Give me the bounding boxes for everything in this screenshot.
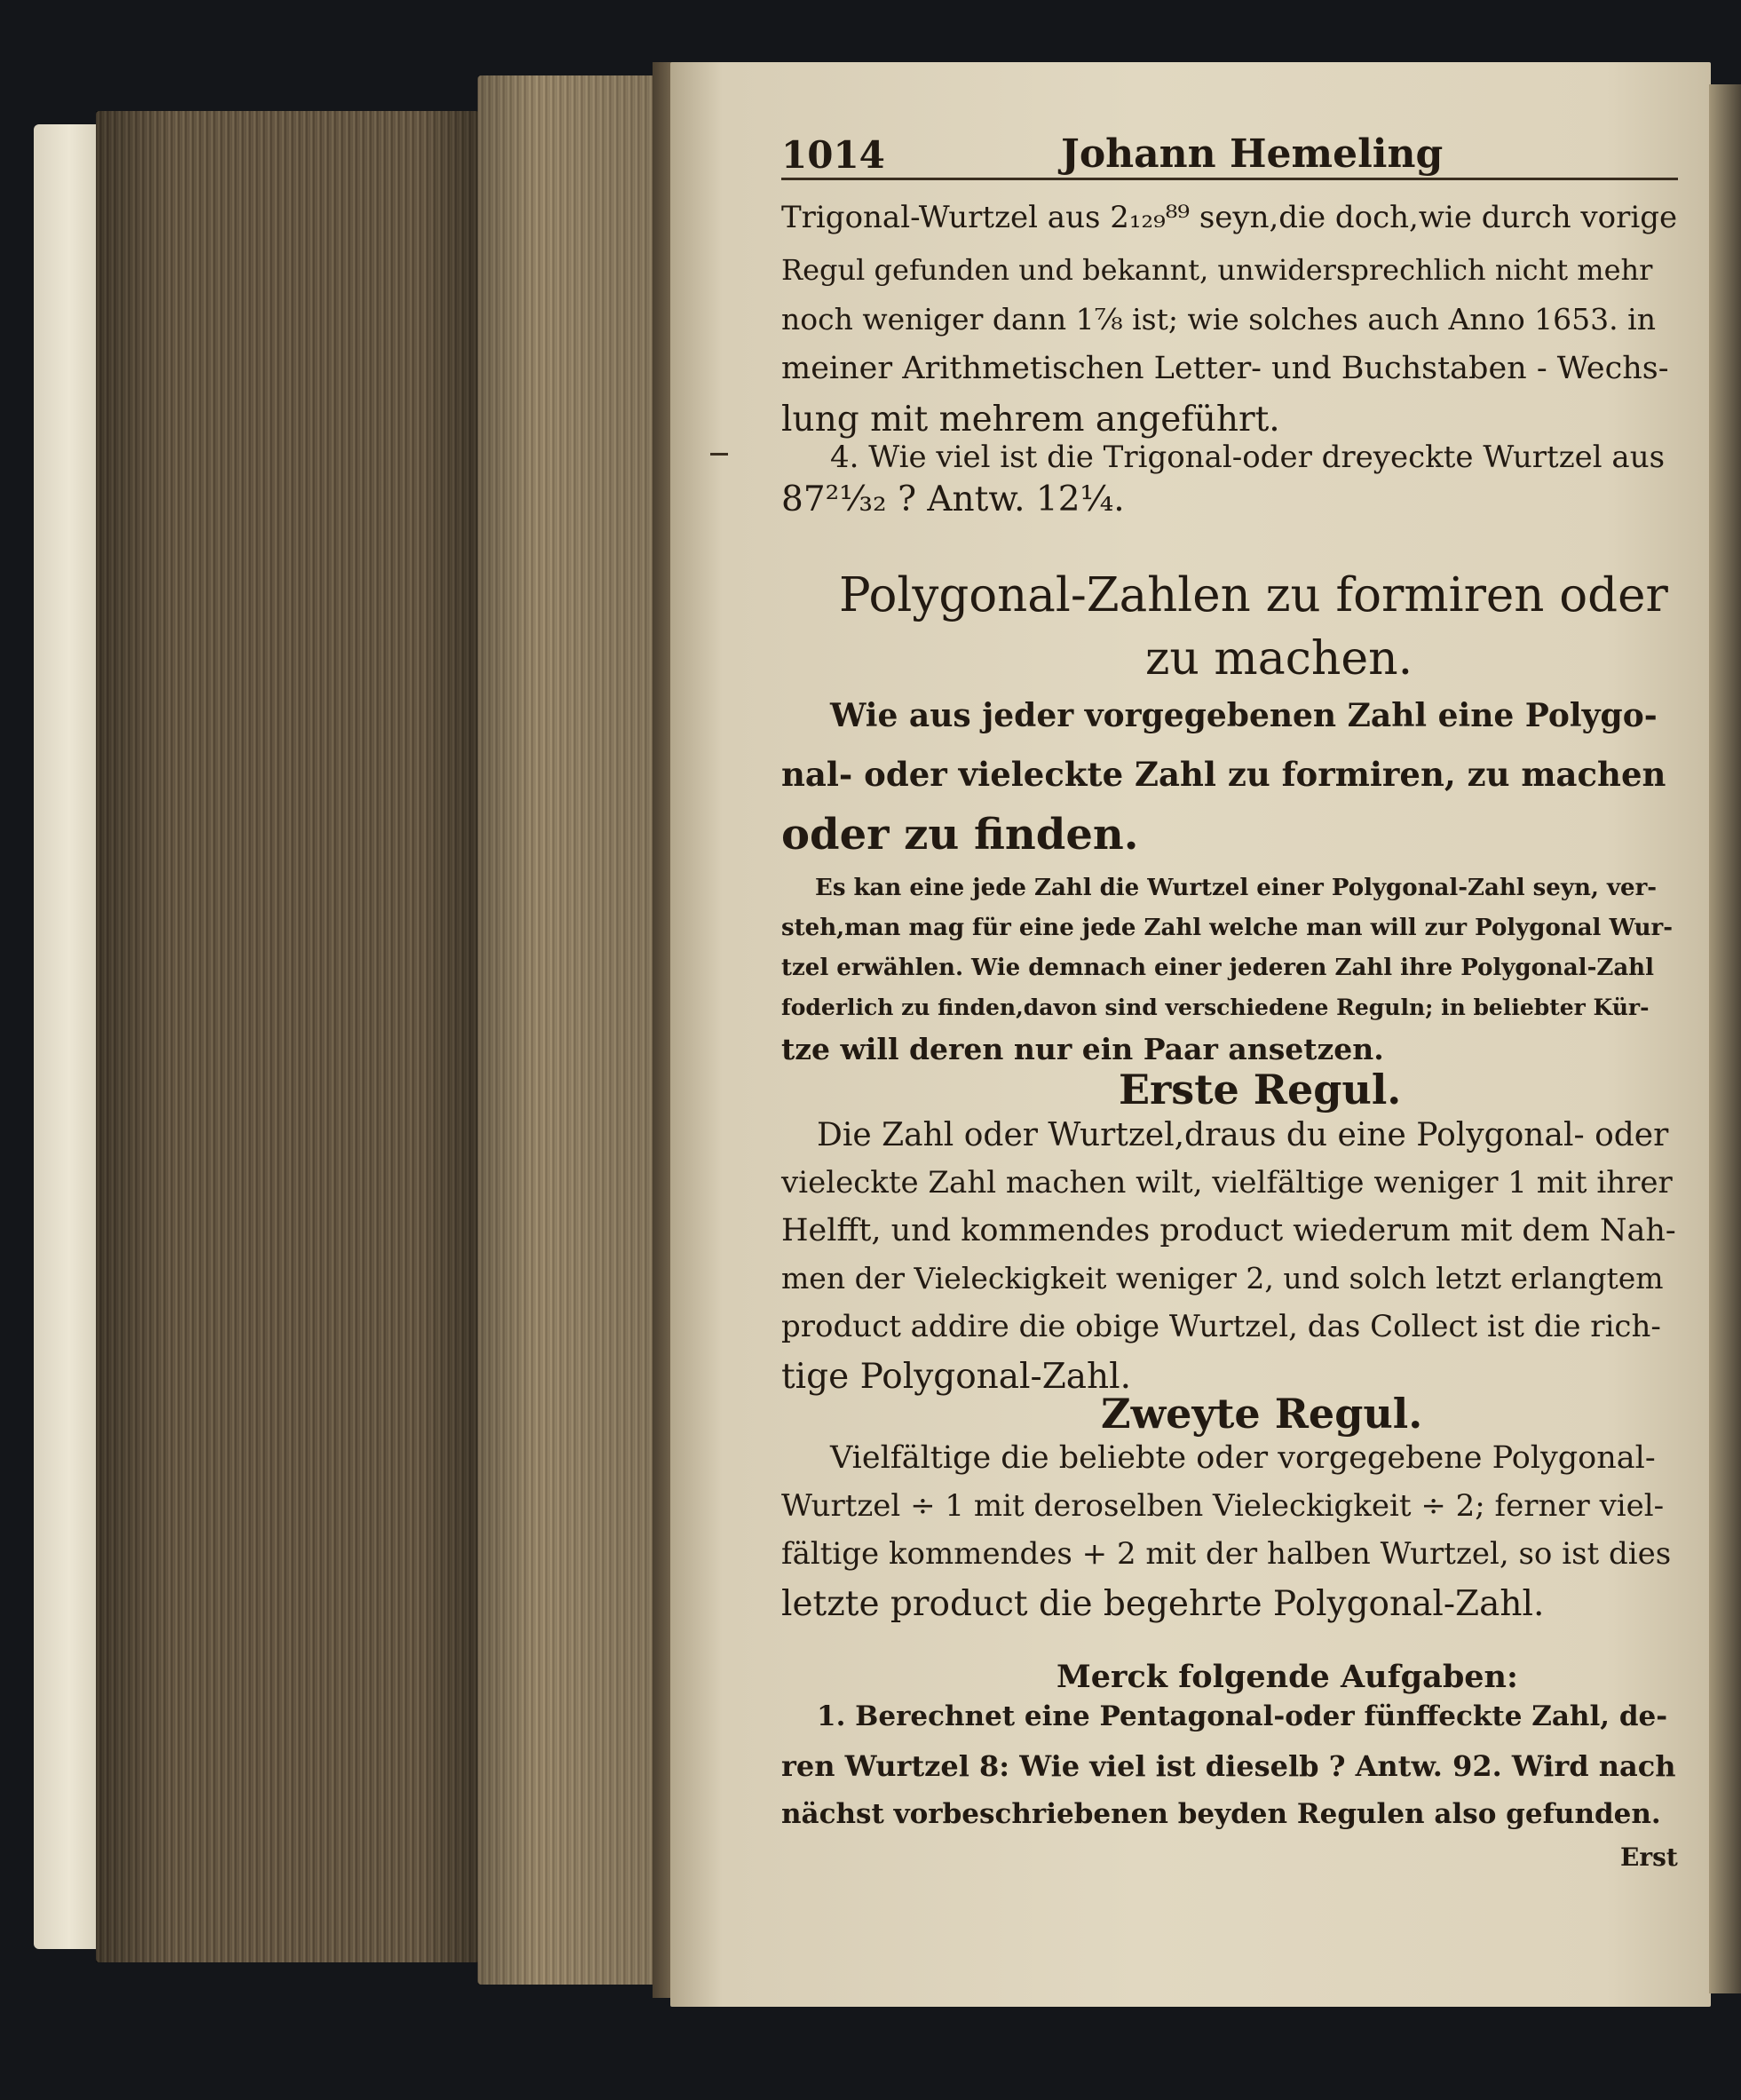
subheading-line: Wie aus jeder vorgegebenen Zahl eine Polygo- <box>830 697 1658 734</box>
body-line: noch weniger dann 1⅞ ist; wie solches auch Anno 1653. in <box>781 302 1656 337</box>
rule-2-line: Wurtzel ÷ 1 mit deroselben Vieleckigkeit ÷ 2; ferner viel- <box>781 1488 1665 1524</box>
margin-dash <box>710 453 728 456</box>
rule-2-line: fältige kommendes + 2 mit der halben Wurtzel, so ist dies <box>781 1536 1672 1572</box>
rule-1-line: vieleckte Zahl machen wilt, vielfältige weniger 1 mit ihrer <box>781 1165 1673 1201</box>
exercise-line: nächst vorbeschriebenen beyden Regulen also gefunden. <box>781 1798 1661 1830</box>
facing-page-edge <box>1709 84 1741 1993</box>
rule-1-line: Die Zahl oder Wurtzel,draus du eine Polygonal- oder <box>817 1117 1669 1153</box>
subheading-line: nal- oder vieleckte Zahl zu formiren, zu machen <box>781 755 1666 794</box>
page-number: 1014 <box>781 133 885 177</box>
rule-2-line: letzte product die begehrte Polygonal-Zahl. <box>781 1584 1545 1624</box>
rule-1-line: men der Vieleckigkeit weniger 2, und solch letzt erlangtem <box>781 1261 1664 1296</box>
rule-2-line: Vielfältige die beliebte oder vorgegebene Polygonal- <box>830 1440 1656 1476</box>
page-block-edges-left <box>96 111 479 1962</box>
intro-line: tzel erwählen. Wie demnach einer jederen Zahl ihre Polygonal-Zahl <box>781 955 1654 981</box>
intro-line: foderlich zu finden,davon sind verschiedene Reguln; in beliebter Kür- <box>781 995 1650 1020</box>
body-line: 4. Wie viel ist die Trigonal-oder dreyeckte Wurtzel aus <box>830 440 1666 475</box>
body-line: meiner Arithmetischen Letter- und Buchstaben - Wechs- <box>781 351 1669 386</box>
rule-1-title: Erste Regul. <box>1119 1066 1402 1113</box>
body-line: lung mit mehrem angeführt. <box>781 400 1280 440</box>
section-heading-continued: zu machen. <box>1145 632 1413 685</box>
rule-1-line: Helfft, und kommendes product wiederum mit dem Nah- <box>781 1213 1676 1248</box>
intro-line: tze will deren nur ein Paar ansetzen. <box>781 1032 1384 1066</box>
body-line: Trigonal-Wurtzel aus 2₁₂₉⁸⁹ seyn,die doch,wie durch vorige <box>781 200 1678 235</box>
rule-1-line: tige Polygonal-Zahl. <box>781 1357 1132 1397</box>
exercise-line: 1. Berechnet eine Pentagonal-oder fünffeckte Zahl, de- <box>817 1700 1668 1732</box>
rule-1-line: product addire die obige Wurtzel, das Collect ist die rich- <box>781 1309 1661 1344</box>
body-line: 87²¹⁄₃₂ ? Antw. 12¼. <box>781 479 1125 519</box>
header-rule <box>781 178 1678 180</box>
running-title: Johann Hemeling <box>1061 131 1444 177</box>
intro-line: Es kan eine jede Zahl die Wurtzel einer Polygonal-Zahl seyn, ver- <box>815 875 1658 901</box>
exercise-line: ren Wurtzel 8: Wie viel ist dieselb ? Antw. 92. Wird nach <box>781 1749 1676 1783</box>
page-block-edges-right <box>478 75 675 1985</box>
exercises-title: Merck folgende Aufgaben: <box>1056 1659 1518 1695</box>
subheading-line: oder zu finden. <box>781 810 1139 860</box>
rule-2-title: Zweyte Regul. <box>1101 1390 1423 1438</box>
body-line: Regul gefunden und bekannt, unwidersprechlich nicht mehr <box>781 253 1653 287</box>
section-heading: Polygonal-Zahlen zu formiren oder <box>839 568 1668 622</box>
catchword: Erst <box>1620 1842 1678 1872</box>
intro-line: steh,man mag für eine jede Zahl welche man will zur Polygonal Wur- <box>781 915 1674 941</box>
